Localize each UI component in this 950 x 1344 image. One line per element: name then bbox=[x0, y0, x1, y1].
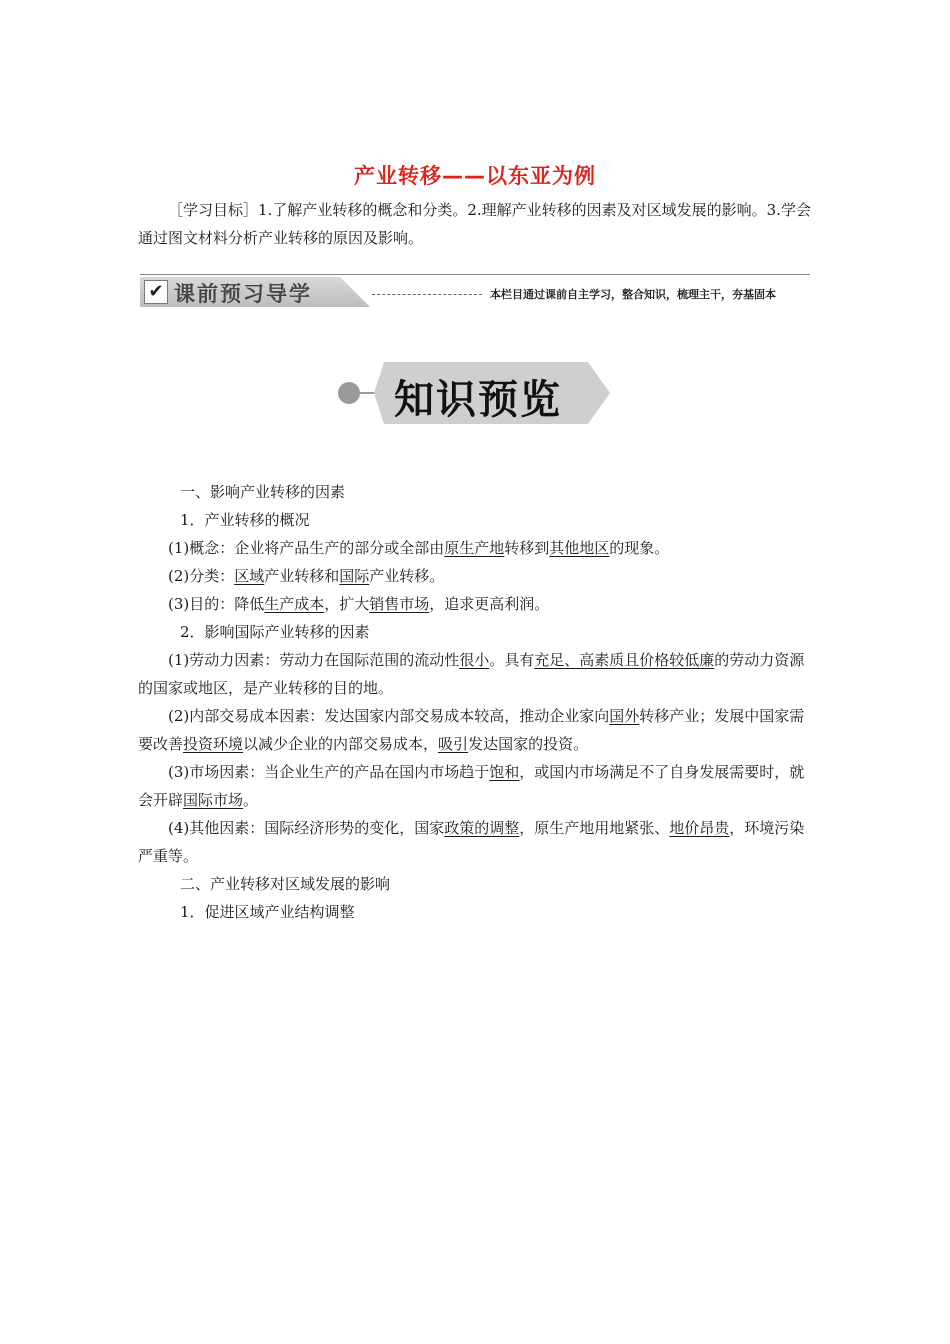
heading-impacts: 二、产业转移对区域发展的影响 bbox=[180, 875, 391, 893]
text: (2)内部交易成本因素：发达国家内部交易成本较高，推动企业家向 bbox=[168, 707, 610, 725]
answer-blank: 其他地区 bbox=[549, 539, 610, 557]
answer-blank: 充足、高素质且价格较低廉 bbox=[534, 651, 715, 669]
paragraph-purpose bbox=[138, 590, 818, 618]
text: 的劳动力资源的国家或地区，是产业转移的目的地。 bbox=[138, 651, 805, 697]
answer-blank: 吸引 bbox=[438, 735, 469, 753]
answer-blank: 饱和 bbox=[489, 763, 520, 781]
answer-blank: 很小 bbox=[459, 651, 490, 669]
answer-blank: 国际市场 bbox=[183, 791, 244, 809]
answer-blank: 政策的调整 bbox=[444, 819, 520, 837]
page-title: 产业转移——以东亚为例 bbox=[354, 164, 596, 188]
banner-note: 本栏目通过课前自主学习，整合知识，梳理主干，夯基固本 bbox=[490, 288, 776, 301]
heading-factors: 一、影响产业转移的因素 bbox=[180, 483, 346, 501]
text: 发达国家的投资。 bbox=[468, 735, 589, 753]
banner-title: 课前预习导学 bbox=[174, 282, 312, 306]
text: (1)概念：企业将产品生产的部分或全部由 bbox=[168, 539, 445, 557]
text: (1)劳动力因素：劳动力在国际范围的流动性 bbox=[168, 651, 460, 669]
text: 。 bbox=[243, 791, 259, 809]
paragraph-transaction-cost bbox=[138, 702, 818, 758]
section-banner bbox=[140, 272, 812, 308]
paragraph-market bbox=[138, 758, 818, 814]
bullet-dot-icon bbox=[338, 382, 360, 404]
banner-rule bbox=[140, 274, 810, 275]
paragraph-concept bbox=[138, 534, 818, 562]
paragraph-classification bbox=[138, 562, 818, 590]
answer-blank: 国外 bbox=[609, 707, 640, 725]
answer-blank: 销售市场 bbox=[369, 595, 430, 613]
answer-blank: 投资环境 bbox=[183, 735, 244, 753]
text: 产业转移。 bbox=[369, 567, 445, 585]
text: (4)其他因素：国际经济形势的变化，国家 bbox=[168, 819, 445, 837]
learning-goals: ［学习目标］1.了解产业转移的概念和分类。2.理解产业转移的因素及对区域发展的影响。3.学会通过图文材料分析产业转移的原因及影响。 bbox=[138, 201, 811, 247]
text: 。具有 bbox=[489, 651, 535, 669]
text: ，追求更高利润。 bbox=[429, 595, 550, 613]
text: 以减少企业的内部交易成本， bbox=[243, 735, 439, 753]
paragraph-other-factors bbox=[138, 814, 818, 870]
text: ，环境污染严重等。 bbox=[138, 819, 805, 865]
text: 产业转移和 bbox=[264, 567, 340, 585]
text: ，原生产地用地紧张、 bbox=[519, 819, 670, 837]
subheading-overview: 1．产业转移的概况 bbox=[180, 511, 310, 529]
paragraph-labor bbox=[138, 646, 818, 702]
answer-blank: 区域 bbox=[234, 567, 265, 585]
subheading-structure: 1．促进区域产业结构调整 bbox=[180, 903, 355, 921]
answer-blank: 原生产地 bbox=[444, 539, 505, 557]
text: ，扩大 bbox=[324, 595, 370, 613]
checkmark-icon: ✔ bbox=[144, 280, 168, 304]
text: 的现象。 bbox=[609, 539, 670, 557]
text: ，或国内市场满足不了自身发展需要时，就会开辟 bbox=[138, 763, 805, 809]
text: 转移到 bbox=[504, 539, 550, 557]
text: (3)市场因素：当企业生产的产品在国内市场趋于 bbox=[168, 763, 490, 781]
text: (2)分类： bbox=[168, 567, 235, 585]
text: (3)目的：降低 bbox=[168, 595, 265, 613]
subheading-international-factors: 2．影响国际产业转移的因素 bbox=[180, 623, 370, 641]
banner-divider bbox=[372, 294, 482, 295]
answer-blank: 生产成本 bbox=[264, 595, 325, 613]
badge-label: 知识预览 bbox=[394, 377, 562, 423]
text: 转移产业；发展中国家需要改善 bbox=[138, 707, 805, 753]
answer-blank: 国际 bbox=[339, 567, 370, 585]
answer-blank: 地价昂贵 bbox=[669, 819, 730, 837]
knowledge-preview-badge bbox=[338, 362, 610, 424]
